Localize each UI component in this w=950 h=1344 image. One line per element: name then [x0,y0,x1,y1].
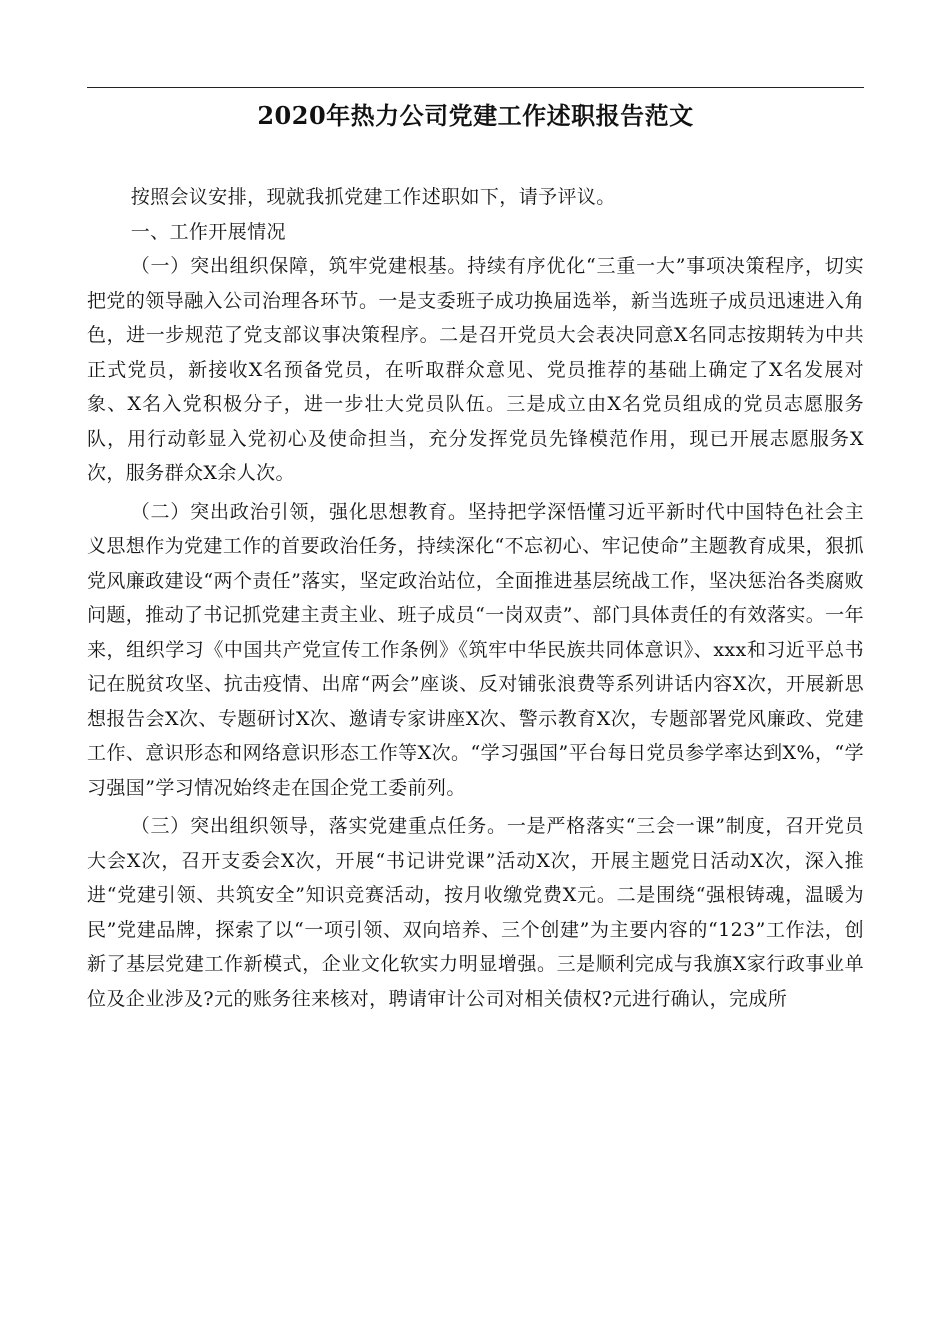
header-rule [87,87,864,88]
paragraph-intro: 按照会议安排，现就我抓党建工作述职如下，请予评议。 [130,186,616,208]
paragraph-organization-guarantee: （一）突出组织保障，筑牢党建根基。持续有序优化“三重一大”事项决策程序，切实把党的领导融入公司治理各环节。一是支委班子成功换届选举，新当选班子成员迅速进入角色，进一步规范了党支部议事决策程序。二是召开党员大会表决同意X名同志按期转为中共正式党员，新接收X名预备党员，在听取群众意见、党员推荐的基础上确定了X名发展对象、X名入党积极分子，进一步壮大党员队伍。三是成立由X名党员组成的党员志愿服务队，用行动彰显入党初心及使命担当，充分发挥党员先锋模范作用，现已开展志愿服务X次，服务群众X余人次。 [87,255,864,484]
document-title: 2020年热力公司党建工作述职报告范文 [257,101,694,130]
section-heading-work-status: 一、工作开展情况 [130,220,286,243]
paragraph-political-leadership: （二）突出政治引领，强化思想教育。坚持把学深悟懂习近平新时代中国特色社会主义思想作为党建工作的首要政治任务，持续深化“不忘初心、牢记使命”主题教育成果，狠抓党风廉政建设“两个责任”落实，坚定政治站位，全面推进基层统战工作，坚决惩治各类腐败问题，推动了书记抓党建主责主业、班子成员“一岗双责”、部门具体责任的有效落实。一年来，组织学习《中国共产党宣传工作条例》《筑牢中华民族共同体意识》、xxx和习近平总书记在脱贫攻坚、抗击疫情、出席“两会”座谈、反对铺张浪费等系列讲话内容X次，开展新思想报告会X次、专题研讨X次、邀请专家讲座X次、警示教育X次，专题部署党风廉政、党建工作、意识形态和网络意识形态工作等X次。“学习强国”平台每日党员参学率达到X%，“学习强国”学习情况始终走在国企党工委前列。 [87,500,864,799]
paragraph-organizational-leadership: （三）突出组织领导，落实党建重点任务。一是严格落实“三会一课”制度，召开党员大会X次，召开支委会X次，开展“书记讲党课”活动X次，开展主题党日活动X次，深入推进“党建引领、共筑安全”知识竞赛活动，按月收缴党费X元。二是围绕“强根铸魂，温暖为民”党建品牌，探索了以“一项引领、双向培养、三个创建”为主要内容的“123”工作法，创新了基层党建工作新模式，企业文化软实力明显增强。三是顺利完成与我旗X家行政事业单位及企业涉及?元的账务往来核对，聘请审计公司对相关债权?元进行确认，完成所 [87,815,864,1010]
document-body [87,180,864,1016]
